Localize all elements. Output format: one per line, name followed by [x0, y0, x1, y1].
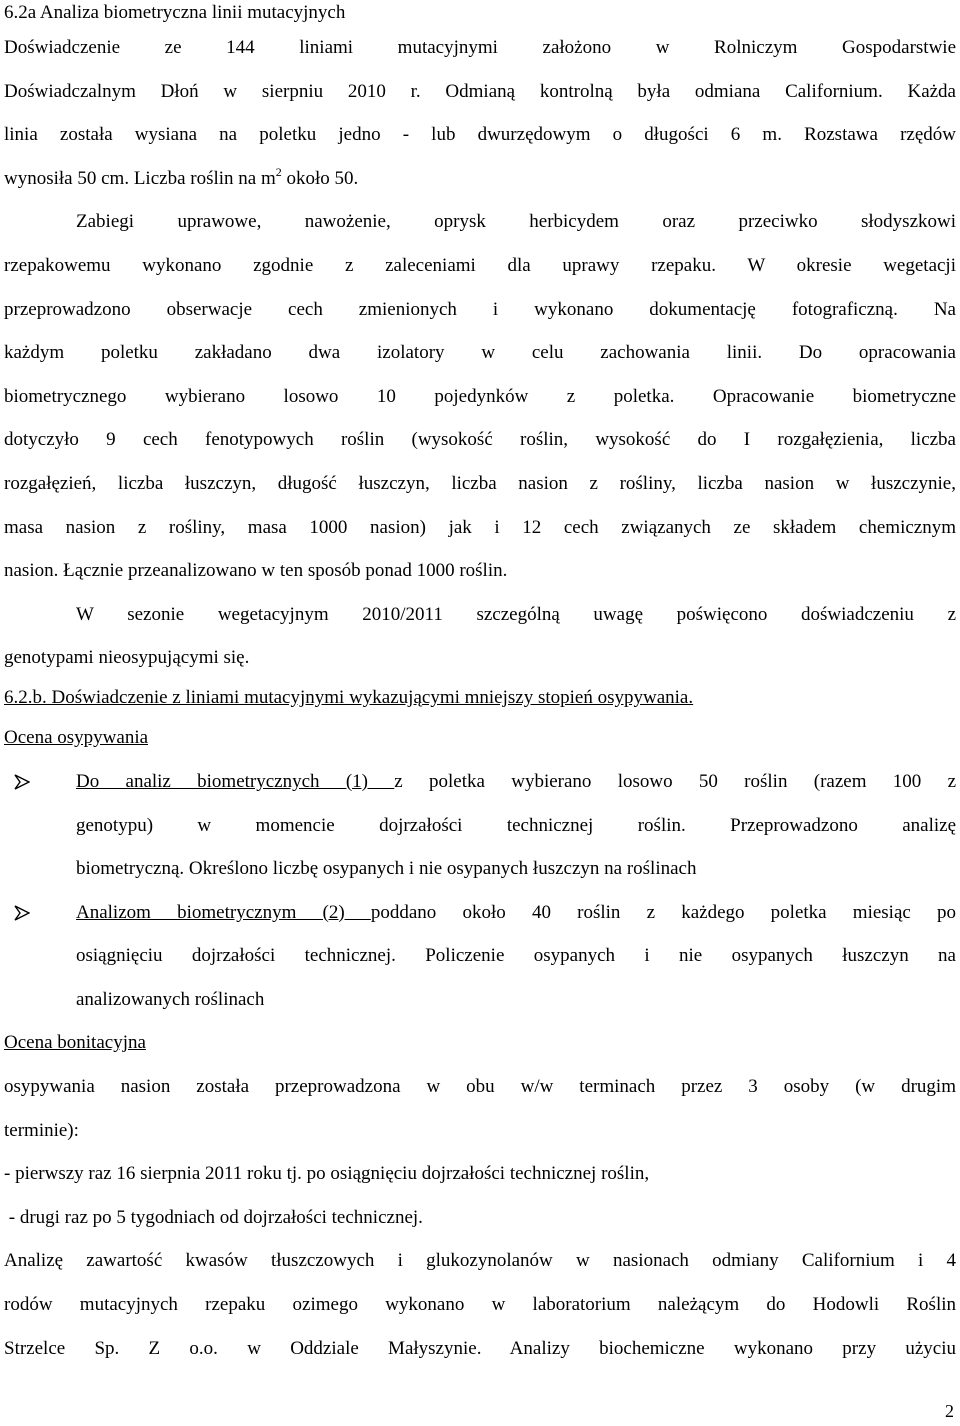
paragraph-1 [4, 26, 956, 200]
bullet-line: genotypu) w momencie dojrzałości technicznej roślin. Przeprowadzono analizę [76, 814, 956, 836]
paragraph-line: rzepakowemu wykonano zgodnie z zaleceniami dla uprawy rzepaku. W okresie wegetacji [4, 254, 956, 276]
subsection-heading: 6.2.b. Doświadczenie z liniami mutacyjnymi wykazującymi mniejszy stopień osypywania. [4, 686, 694, 708]
paragraph-line: Analizę zawartość kwasów tłuszczowych i glukozynolanów w nasionach odmiany Californium i 4 [4, 1250, 956, 1272]
section-heading: 6.2a Analiza biometryczna linii mutacyjnych [4, 2, 346, 23]
paragraph-line: terminie): [4, 1119, 79, 1141]
paragraph-line: każdym poletku zakładano dwa izolatory w celu zachowania linii. Do opracowania [4, 342, 956, 364]
paragraph-line: linia została wysiana na poletku jedno - lub dwurzędowym o długości 6 m. Rozstawa rzędów [4, 124, 956, 146]
paragraph-line: przeprowadzono obserwacje cech zmienionych i wykonano dokumentację fotograficzną. Na [4, 298, 956, 320]
paragraph-line: masa nasion z rośliny, masa 1000 nasion) jak i 12 cech związanych ze składem chemicznym [4, 516, 956, 538]
text-fragment: z poletka wybierano losowo 50 roślin (razem 100 z [394, 770, 956, 792]
paragraph-line: rozgałęzień, liczba łuszczyn, długość łuszczyn, liczba nasion z rośliny, liczba nasion w łuszczynie, [4, 472, 956, 494]
ocena-bonitacyjna-heading: Ocena bonitacyjna [4, 1032, 146, 1054]
bullet-line [4, 891, 956, 935]
paragraph-line: Zabiegi uprawowe, nawożenie, oprysk herbicydem oraz przeciwko słodyszkowi [76, 211, 956, 233]
text-fragment: wynosiła 50 cm. Liczba roślin na m [4, 167, 276, 189]
paragraph-line: biometrycznego wybierano losowo 10 pojedynków z poletka. Opracowanie biometryczne [4, 385, 956, 407]
paragraph-line: nasion. Łącznie przeanalizowano w ten sposób ponad 1000 roślin. [4, 560, 508, 582]
bullet-item-1 [4, 760, 956, 891]
paragraph-5 [4, 1239, 956, 1370]
superscript: 2 [275, 164, 282, 179]
dash-item-2: - drugi raz po 5 tygodniach od dojrzałości technicznej. [4, 1206, 423, 1228]
document-page [4, 0, 956, 1370]
bullet-item-2 [4, 891, 956, 1022]
page-number: 2 [945, 1401, 954, 1421]
paragraph-line: dotyczyło 9 cech fenotypowych roślin (wysokość roślin, wysokość do I rozgałęzienia, liczba [4, 429, 956, 451]
bullet-line [4, 760, 956, 804]
bullet-line: osiągnięciu dojrzałości technicznej. Policzenie osypanych i nie osypanych łuszczyn na [76, 945, 956, 967]
paragraph-line: Doświadczalnym Dłoń w sierpniu 2010 r. Odmianą kontrolną była odmiana Californium. Każda [4, 80, 956, 102]
text-fragment: około 50. [281, 167, 359, 189]
arrow-bullet-icon [14, 760, 36, 804]
text-fragment: poddano około 40 roślin z każdego poletka miesiąc po [370, 901, 956, 923]
bullet-line: biometryczną. Określono liczbę osypanych i nie osypanych łuszczyn na roślinach [76, 858, 697, 880]
paragraph-line: genotypami nieosypującymi się. [4, 647, 250, 669]
paragraph-line: Doświadczenie ze 144 liniami mutacyjnymi założono w Rolniczym Gospodarstwie [4, 37, 956, 58]
paragraph-line: osypywania nasion została przeprowadzona w obu w/w terminach przez 3 osoby (w drugim [4, 1076, 956, 1098]
paragraph-2 [4, 200, 956, 592]
bullet-line: analizowanych roślinach [76, 988, 265, 1010]
ocena-osypywania-heading: Ocena osypywania [4, 726, 149, 748]
paragraph-line: rodów mutacyjnych rzepaku ozimego wykonano w laboratorium należącym do Hodowli Roślin [4, 1294, 956, 1316]
paragraph-3 [4, 593, 956, 680]
underlined-phrase: Analizom biometrycznym (2) [76, 901, 371, 923]
underlined-phrase: Do analiz biometrycznych (1) [76, 770, 395, 792]
arrow-bullet-icon [14, 891, 36, 935]
paragraph-line [4, 157, 956, 201]
paragraph-line: Strzelce Sp. Z o.o. w Oddziale Małyszynie. Analizy biochemiczne wykonano przy użyciu [4, 1337, 956, 1359]
paragraph-line: W sezonie wegetacyjnym 2010/2011 szczególną uwagę poświęcono doświadczeniu z [76, 603, 956, 625]
dash-item-1: - pierwszy raz 16 sierpnia 2011 roku tj. po osiągnięciu dojrzałości technicznej roślin, [4, 1163, 650, 1185]
paragraph-4 [4, 1065, 956, 1152]
